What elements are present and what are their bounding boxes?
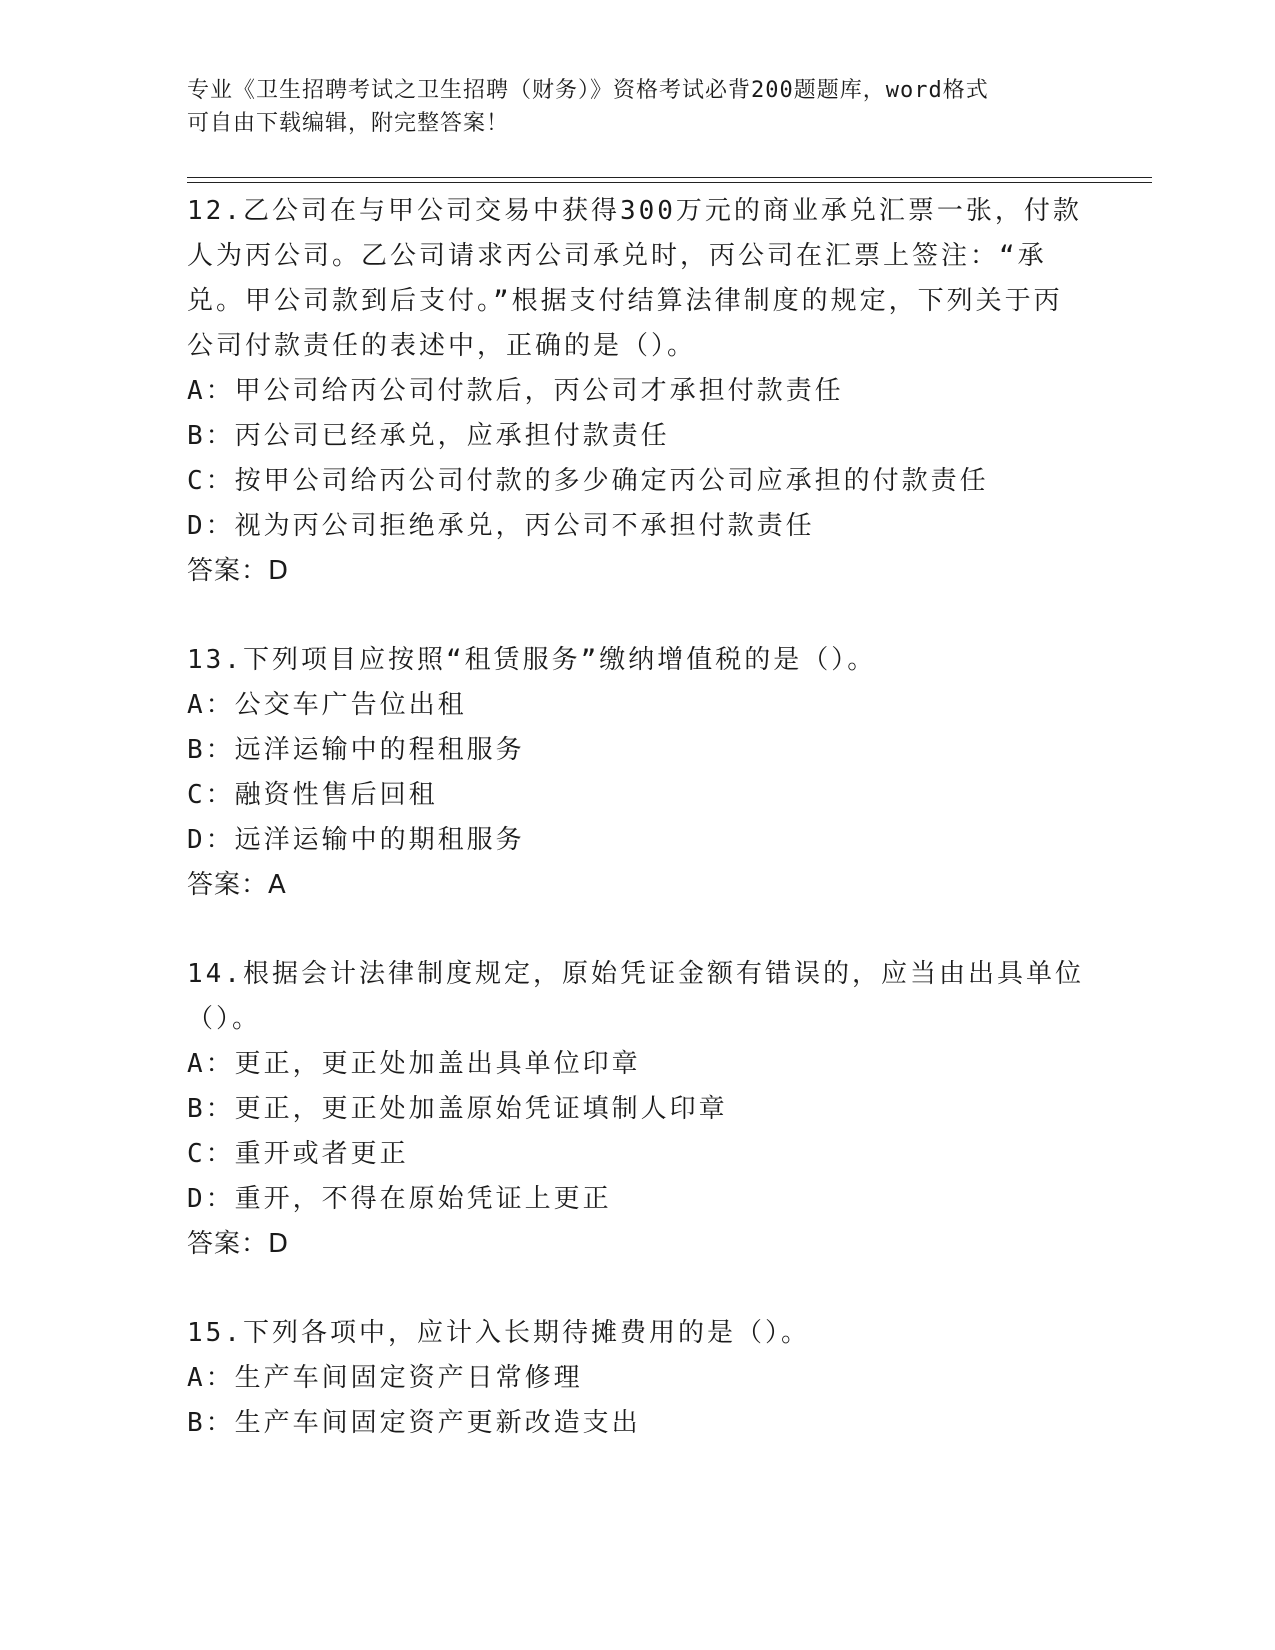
question-15 bbox=[187, 1311, 1087, 1446]
option-c: C：重开或者更正 bbox=[187, 1139, 409, 1169]
question-stem: 14.根据会计法律制度规定，原始凭证金额有错误的，应当由出具单位（）。 bbox=[187, 959, 1084, 1034]
question-stem: 13.下列项目应按照“租赁服务”缴纳增值税的是（）。 bbox=[187, 645, 877, 675]
question-stem: 15.下列各项中，应计入长期待摊费用的是（）。 bbox=[187, 1318, 810, 1348]
option-d: D：视为丙公司拒绝承兑，丙公司不承担付款责任 bbox=[187, 511, 815, 541]
option-b: B：丙公司已经承兑，应承担付款责任 bbox=[187, 421, 670, 451]
document-header bbox=[187, 74, 1087, 140]
answer: 答案：D bbox=[187, 556, 290, 586]
option-b: B：生产车间固定资产更新改造支出 bbox=[187, 1408, 641, 1438]
option-b: B：更正，更正处加盖原始凭证填制人印章 bbox=[187, 1094, 728, 1124]
option-a: A：更正，更正处加盖出具单位印章 bbox=[187, 1049, 641, 1079]
option-d: D：远洋运输中的期租服务 bbox=[187, 825, 525, 855]
option-d: D：重开，不得在原始凭证上更正 bbox=[187, 1184, 612, 1214]
option-c: C：按甲公司给丙公司付款的多少确定丙公司应承担的付款责任 bbox=[187, 466, 989, 496]
option-a: A：生产车间固定资产日常修理 bbox=[187, 1363, 583, 1393]
header-line-1: 专业《卫生招聘考试之卫生招聘（财务）》资格考试必背200题题库，word格式 bbox=[187, 78, 989, 103]
option-c: C：融资性售后回租 bbox=[187, 780, 438, 810]
option-a: A：甲公司给丙公司付款后，丙公司才承担付款责任 bbox=[187, 376, 844, 406]
header-line-2: 可自由下载编辑，附完整答案！ bbox=[187, 111, 510, 136]
question-12 bbox=[187, 189, 1087, 594]
header-divider-bottom bbox=[187, 182, 1152, 183]
question-stem: 12.乙公司在与甲公司交易中获得300万元的商业承兑汇票一张，付款人为丙公司。乙公司请求丙公司承兑时，丙公司在汇票上签注：“承兑。甲公司款到后支付。”根据支付结算法律制度的规定，下列关于丙公司付款责任的表述中，正确的是（）。 bbox=[187, 196, 1082, 361]
option-b: B：远洋运输中的程租服务 bbox=[187, 735, 525, 765]
answer: 答案：D bbox=[187, 1229, 290, 1259]
answer: 答案：A bbox=[187, 870, 287, 900]
question-14 bbox=[187, 952, 1087, 1267]
question-13 bbox=[187, 638, 1087, 908]
header-divider-top bbox=[187, 177, 1152, 178]
question-list bbox=[187, 189, 1087, 1490]
option-a: A：公交车广告位出租 bbox=[187, 690, 467, 720]
